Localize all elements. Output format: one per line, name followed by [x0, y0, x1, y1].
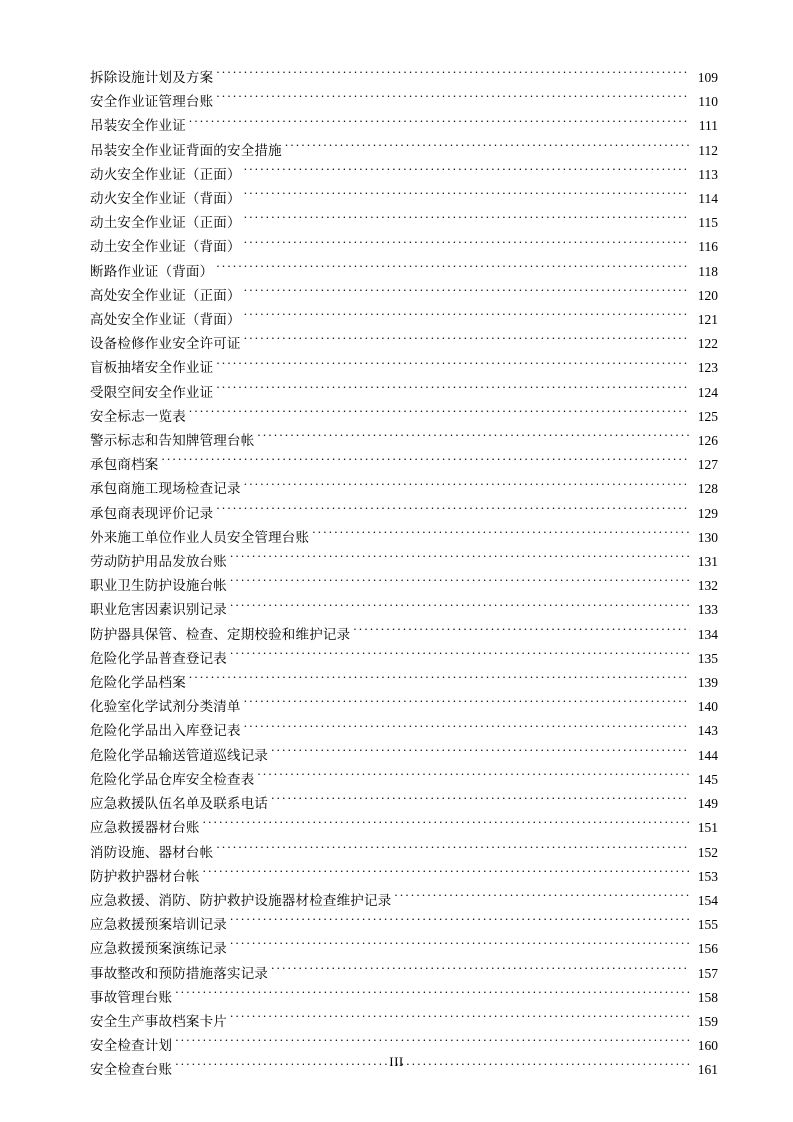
toc-entry-title: 危险化学品输送管道巡线记录 — [90, 747, 269, 763]
toc-entry[interactable] — [90, 1010, 718, 1034]
toc-leader-dots — [189, 674, 690, 688]
toc-entry-page-number: 133 — [697, 602, 718, 618]
toc-entry-page-number: 149 — [697, 796, 718, 812]
toc-entry-title: 危险化学品普查登记表 — [90, 650, 227, 666]
toc-leader-dots — [271, 964, 690, 978]
toc-entry[interactable] — [90, 187, 718, 211]
toc-entry-page-number: 131 — [697, 554, 718, 570]
toc-leader-dots — [230, 577, 690, 591]
toc-entry-page-number: 124 — [697, 384, 718, 400]
toc-entry-page-number: 126 — [697, 433, 718, 449]
toc-entry-title: 吊装安全作业证 — [90, 118, 186, 134]
toc-entry-page-number: 154 — [697, 892, 718, 908]
toc-leader-dots — [244, 286, 690, 300]
toc-leader-dots — [203, 867, 690, 881]
toc-entry-title: 应急救援、消防、防护救护设施器材检查维护记录 — [90, 892, 392, 908]
toc-entry-title: 设备检修作业安全许可证 — [90, 336, 241, 352]
toc-entry-title: 应急救援队伍名单及联系电话 — [90, 796, 269, 812]
toc-leader-dots — [189, 407, 690, 421]
toc-entry-title: 高处安全作业证（背面） — [90, 312, 241, 328]
toc-entry-title: 职业卫生防护设施台帐 — [90, 578, 227, 594]
toc-entry-page-number: 152 — [697, 844, 718, 860]
toc-entry-title: 吊装安全作业证背面的安全措施 — [90, 142, 282, 158]
toc-entry-title: 安全检查台账 — [90, 1062, 173, 1078]
toc-entry[interactable] — [90, 163, 718, 187]
toc-leader-dots — [216, 359, 690, 373]
toc-entry-title: 应急救援预案培训记录 — [90, 917, 227, 933]
toc-leader-dots — [175, 1037, 690, 1051]
toc-leader-dots — [244, 214, 690, 228]
toc-entry-page-number: 120 — [697, 287, 718, 303]
toc-entry[interactable] — [90, 235, 718, 259]
toc-entry-title: 防护救护器材台帐 — [90, 868, 200, 884]
toc-entry-page-number: 155 — [697, 917, 718, 933]
toc-entry[interactable] — [90, 986, 718, 1010]
toc-entry-title: 安全作业证管理台账 — [90, 94, 214, 110]
toc-entry-title: 危险化学品档案 — [90, 675, 186, 691]
toc-entry-page-number: 110 — [698, 94, 718, 110]
toc-leader-dots — [257, 770, 690, 784]
toc-entry-title: 安全检查计划 — [90, 1038, 173, 1054]
toc-entry[interactable] — [90, 139, 718, 163]
toc-entry-title: 应急救援预案演练记录 — [90, 941, 227, 957]
toc-entry-page-number: 123 — [697, 360, 718, 376]
toc-entry[interactable] — [90, 90, 718, 114]
toc-entry[interactable] — [90, 598, 718, 622]
toc-entry-title: 危险化学品仓库安全检查表 — [90, 771, 255, 787]
toc-entry[interactable] — [90, 66, 718, 90]
toc-entry[interactable] — [90, 744, 718, 768]
toc-entry[interactable] — [90, 260, 718, 284]
toc-entry-page-number: 156 — [697, 941, 718, 957]
toc-leader-dots — [230, 940, 690, 954]
toc-entry[interactable] — [90, 453, 718, 477]
toc-entry-page-number: 135 — [697, 650, 718, 666]
toc-entry-page-number: 134 — [697, 626, 718, 642]
toc-leader-dots — [203, 819, 690, 833]
toc-entry-title: 警示标志和告知牌管理台帐 — [90, 433, 255, 449]
toc-leader-dots — [162, 456, 691, 470]
toc-entry-page-number: 145 — [697, 771, 718, 787]
toc-entry[interactable] — [90, 841, 718, 865]
toc-entry-title: 承包商档案 — [90, 457, 159, 473]
toc-entry-page-number: 128 — [697, 481, 718, 497]
toc-entry-page-number: 132 — [697, 578, 718, 594]
toc-leader-dots — [353, 625, 690, 639]
toc-entry-page-number: 113 — [698, 166, 718, 182]
toc-entry[interactable] — [90, 308, 718, 332]
toc-entry-title: 动火安全作业证（正面） — [90, 166, 241, 182]
toc-leader-dots — [216, 69, 690, 83]
toc-entry-page-number: 153 — [697, 868, 718, 884]
toc-entry-title: 动土安全作业证（背面） — [90, 239, 241, 255]
toc-leader-dots — [244, 190, 690, 204]
toc-entry-page-number: 129 — [697, 505, 718, 521]
toc-entry-page-number: 157 — [697, 965, 718, 981]
toc-leader-dots — [230, 649, 690, 663]
toc-leader-dots — [244, 335, 690, 349]
toc-entry-page-number: 151 — [697, 820, 718, 836]
toc-entry[interactable] — [90, 211, 718, 235]
toc-leader-dots — [175, 988, 690, 1002]
toc-entry[interactable] — [90, 816, 718, 840]
toc-entry-title: 消防设施、器材台帐 — [90, 844, 214, 860]
toc-leader-dots — [244, 311, 690, 325]
toc-leader-dots — [189, 117, 690, 131]
toc-entry[interactable] — [90, 792, 718, 816]
toc-leader-dots — [312, 528, 690, 542]
toc-entry-page-number: 109 — [697, 70, 718, 85]
toc-entry-page-number: 159 — [697, 1013, 718, 1029]
toc-entry-page-number: 116 — [698, 239, 718, 255]
toc-entry-title: 外来施工单位作业人员安全管理台账 — [90, 529, 310, 545]
toc-entry-title: 职业危害因素识别记录 — [90, 602, 227, 618]
toc-leader-dots — [244, 165, 690, 179]
toc-entry-page-number: 160 — [697, 1038, 718, 1054]
toc-entry[interactable] — [90, 719, 718, 743]
toc-entry[interactable] — [90, 381, 718, 405]
toc-entry[interactable] — [90, 913, 718, 937]
toc-entry[interactable] — [90, 332, 718, 356]
toc-leader-dots — [271, 795, 690, 809]
toc-entry-title: 承包商施工现场检查记录 — [90, 481, 241, 497]
toc-entry[interactable] — [90, 768, 718, 792]
toc-entry-page-number: 112 — [698, 142, 718, 158]
toc-entry-page-number: 144 — [697, 747, 718, 763]
toc-entry[interactable] — [90, 962, 718, 986]
toc-entry[interactable] — [90, 284, 718, 308]
toc-entry[interactable] — [90, 526, 718, 550]
toc-leader-dots — [216, 93, 690, 107]
toc-entry-page-number: 161 — [697, 1062, 718, 1078]
toc-entry-page-number: 118 — [698, 263, 718, 279]
table-of-contents — [90, 66, 718, 1083]
toc-entry[interactable] — [90, 671, 718, 695]
toc-entry[interactable] — [90, 405, 718, 429]
toc-entry-page-number: 122 — [697, 336, 718, 352]
toc-entry-title: 安全标志一览表 — [90, 408, 186, 424]
toc-leader-dots — [216, 504, 690, 518]
toc-entry[interactable] — [90, 429, 718, 453]
toc-entry[interactable] — [90, 889, 718, 913]
toc-entry[interactable] — [90, 695, 718, 719]
toc-leader-dots — [216, 843, 690, 857]
toc-entry[interactable] — [90, 502, 718, 526]
toc-leader-dots — [244, 238, 690, 252]
toc-entry-title: 事故管理台账 — [90, 989, 173, 1005]
toc-leader-dots — [394, 891, 690, 905]
toc-entry-page-number: 121 — [697, 312, 718, 328]
toc-leader-dots — [230, 601, 690, 615]
toc-entry-page-number: 143 — [697, 723, 718, 739]
toc-entry[interactable] — [90, 356, 718, 380]
toc-entry-title: 动土安全作业证（正面） — [90, 215, 241, 231]
toc-leader-dots — [216, 383, 690, 397]
toc-leader-dots — [230, 553, 690, 567]
toc-entry[interactable] — [90, 647, 718, 671]
toc-entry-title: 断路作业证（背面） — [90, 263, 214, 279]
toc-leader-dots — [216, 262, 690, 276]
toc-entry-title: 危险化学品出入库登记表 — [90, 723, 241, 739]
toc-entry-title: 劳动防护用品发放台账 — [90, 554, 227, 570]
toc-entry-page-number: 114 — [698, 191, 718, 207]
toc-entry-page-number: 140 — [697, 699, 718, 715]
toc-leader-dots — [230, 916, 690, 930]
toc-entry-title: 拆除设施计划及方案 — [90, 70, 214, 85]
toc-entry[interactable] — [90, 574, 718, 598]
toc-leader-dots — [244, 722, 690, 736]
toc-entry-page-number: 139 — [697, 675, 718, 691]
toc-entry-title: 事故整改和预防措施落实记录 — [90, 965, 269, 981]
toc-entry-title: 承包商表现评价记录 — [90, 505, 214, 521]
toc-entry-page-number: 127 — [697, 457, 718, 473]
toc-entry[interactable] — [90, 114, 718, 138]
toc-entry-title: 应急救援器材台账 — [90, 820, 200, 836]
toc-entry-title: 盲板抽堵安全作业证 — [90, 360, 214, 376]
toc-entry-title: 受限空间安全作业证 — [90, 384, 214, 400]
toc-leader-dots — [244, 698, 690, 712]
toc-entry-page-number: 115 — [698, 215, 718, 231]
toc-entry-title: 动火安全作业证（背面） — [90, 191, 241, 207]
toc-entry-page-number: 111 — [698, 118, 718, 134]
toc-entry-title: 高处安全作业证（正面） — [90, 287, 241, 303]
toc-leader-dots — [271, 746, 690, 760]
toc-entry[interactable] — [90, 865, 718, 889]
toc-entry[interactable] — [90, 550, 718, 574]
toc-leader-dots — [244, 480, 690, 494]
toc-entry-page-number: 158 — [697, 989, 718, 1005]
toc-leader-dots — [230, 1012, 690, 1026]
toc-entry[interactable] — [90, 937, 718, 961]
page-folio: III — [389, 1054, 404, 1069]
toc-entry[interactable] — [90, 623, 718, 647]
toc-entry-title: 化验室化学试剂分类清单 — [90, 699, 241, 715]
toc-entry-title: 安全生产事故档案卡片 — [90, 1013, 227, 1029]
toc-entry-page-number: 130 — [697, 529, 718, 545]
toc-entry-page-number: 125 — [697, 408, 718, 424]
toc-entry[interactable] — [90, 477, 718, 501]
toc-leader-dots — [285, 141, 690, 155]
toc-leader-dots — [257, 432, 690, 446]
toc-entry-title: 防护器具保管、检查、定期校验和维护记录 — [90, 626, 351, 642]
